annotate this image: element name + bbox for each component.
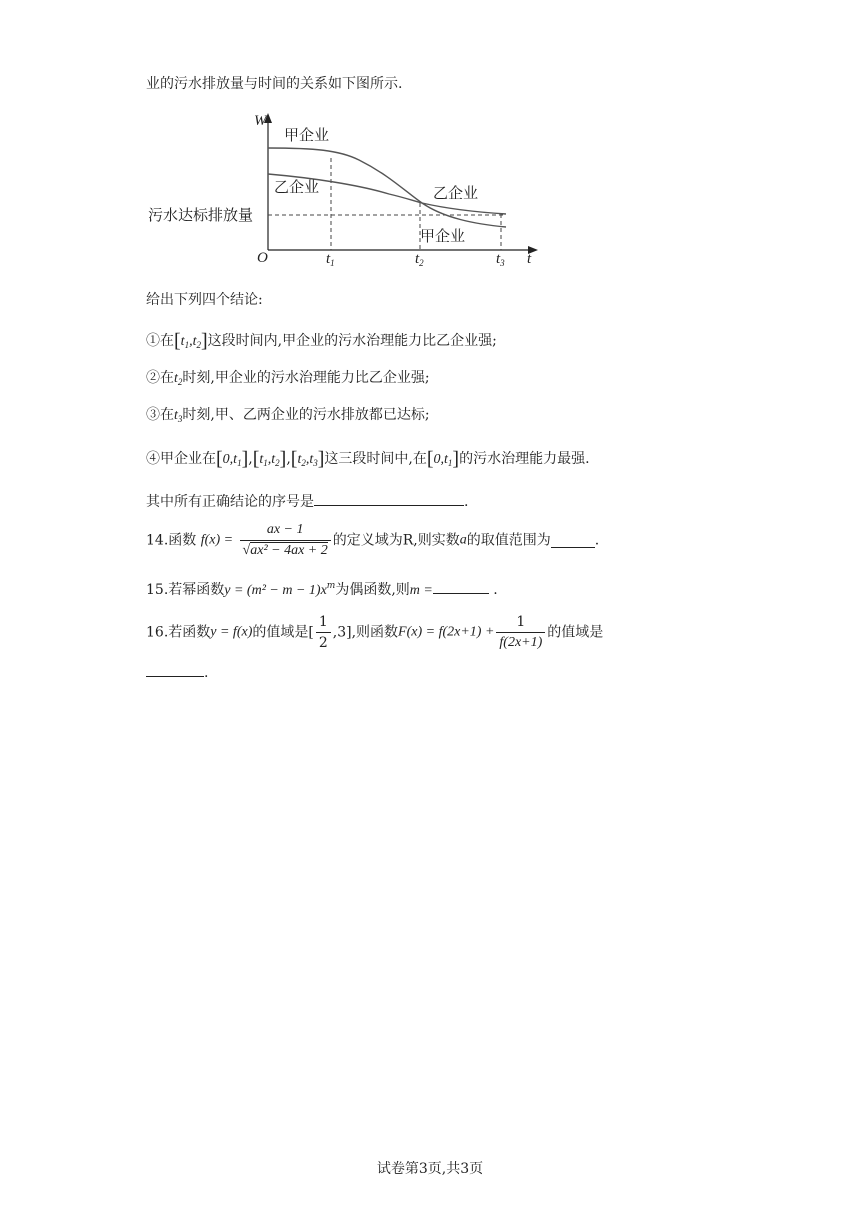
x-axis-label: t (527, 251, 532, 267)
page-footer: 试卷第3页,共3页 (376, 1161, 484, 1177)
tick-t2: $t_2$ (415, 251, 424, 268)
q16-text2: ,3],则函数 (332, 624, 399, 641)
c2-t: $t_2$ (174, 371, 183, 387)
conclusion-4: ④甲企业在$[0,t_1],[t_1,t_2],[t_2,t_3]$这三段时间中,在$[0,t_1]$的污水治理能力最强. (146, 448, 590, 470)
origin-label: O (257, 250, 268, 266)
q16-num: 16.若函数 (146, 624, 211, 641)
pollution-figure (144, 110, 554, 270)
c2-text: 时刻,甲企业的污水治理能力比乙企业强; (182, 370, 430, 386)
tick-t1: $t_1$ (326, 251, 335, 268)
tick-t3: $t_3$ (496, 251, 505, 268)
conclusion-3 (146, 404, 430, 430)
label-jia-left: 甲企业 (284, 126, 330, 144)
q15-m: m = (409, 583, 433, 598)
q14-a: a (459, 532, 467, 548)
c4-mid: 这三段时间中,在 (324, 451, 427, 467)
question-14: 14.函数 f(x) = $\frac{ax - 1}{\text{√ax² − 4ax + 2}}$ 的定义域为R,则实数a的取值范围为 . (146, 520, 599, 561)
c2-num: ②在 (146, 370, 174, 386)
q15-exp: m (326, 581, 336, 591)
q16-expr: y = f(x) (210, 624, 253, 640)
q14-denominator: ax² − 4ax + 2 (250, 543, 328, 558)
c4-text: 的污水治理能力最强. (459, 451, 590, 467)
q16-answer-line: . (146, 662, 208, 684)
q15-text: 为偶函数,则 (335, 582, 410, 598)
q16-F: F(x) = f(2x+1) + (398, 624, 495, 640)
conclusion-1: ①在$[t_1,t_2]$这段时间内,甲企业的污水治理能力比乙企业强; (146, 330, 497, 352)
question-16 (146, 612, 603, 653)
c1-num: ①在 (146, 333, 174, 349)
c1-text: 这段时间内,甲企业的污水治理能力比乙企业强; (207, 333, 497, 349)
q15-expr: y = (m² − m − 1)x (224, 583, 327, 598)
intro-text: 业的污水排放量与时间的关系如下图所示. (146, 76, 403, 92)
q16-text3: 的值域是 (547, 624, 604, 641)
q16-blank[interactable] (146, 662, 204, 677)
q14-numerator: ax − 1 (266, 522, 304, 537)
question-15: 15.若幂函数$y = (m^2 - m - 1)x^m$为偶函数,则m = . (146, 581, 498, 598)
q16-range-fraction: $\frac{1}{2}$ (316, 612, 331, 653)
conclusion-2 (146, 367, 430, 393)
q14-num: 14.函数 (146, 532, 197, 549)
q14-tail: 的取值范围为 (466, 532, 551, 549)
answer-line: 其中所有正确结论的序号是 . (146, 491, 468, 513)
answer-prompt: 其中所有正确结论的序号是 (146, 494, 314, 510)
label-yi-right: 乙企业 (433, 184, 479, 202)
q14-fx: f(x) = (200, 532, 234, 548)
c3-text: 时刻,甲、乙两企业的污水排放都已达标; (182, 407, 430, 423)
q16-F-fraction: $\frac{1}{f(2x+1)}$ (496, 612, 545, 653)
answer-blank[interactable] (314, 491, 464, 506)
label-jia-right: 甲企业 (420, 227, 466, 245)
prompt-text: 给出下列四个结论: (146, 292, 263, 308)
q15-blank[interactable] (433, 579, 489, 594)
q14-text: 的定义域为R,则实数 (332, 532, 460, 549)
c1-interval: $t_1,t_2$ (180, 334, 201, 350)
c3-t: $t_3$ (174, 408, 183, 424)
q14-blank[interactable] (551, 533, 595, 548)
q14-fraction: $\frac{ax - 1}{\text{√ax² − 4ax + 2}}$ (240, 520, 331, 561)
q16-text1: 的值域是[ (252, 624, 314, 641)
c4-num: ④甲企业在 (146, 451, 216, 467)
label-yi-left: 乙企业 (274, 178, 320, 196)
y-axis-label: W (254, 113, 267, 129)
c3-num: ③在 (146, 407, 174, 423)
label-standard: 污水达标排放量 (148, 206, 254, 224)
q15-num: 15.若幂函数 (146, 582, 225, 598)
